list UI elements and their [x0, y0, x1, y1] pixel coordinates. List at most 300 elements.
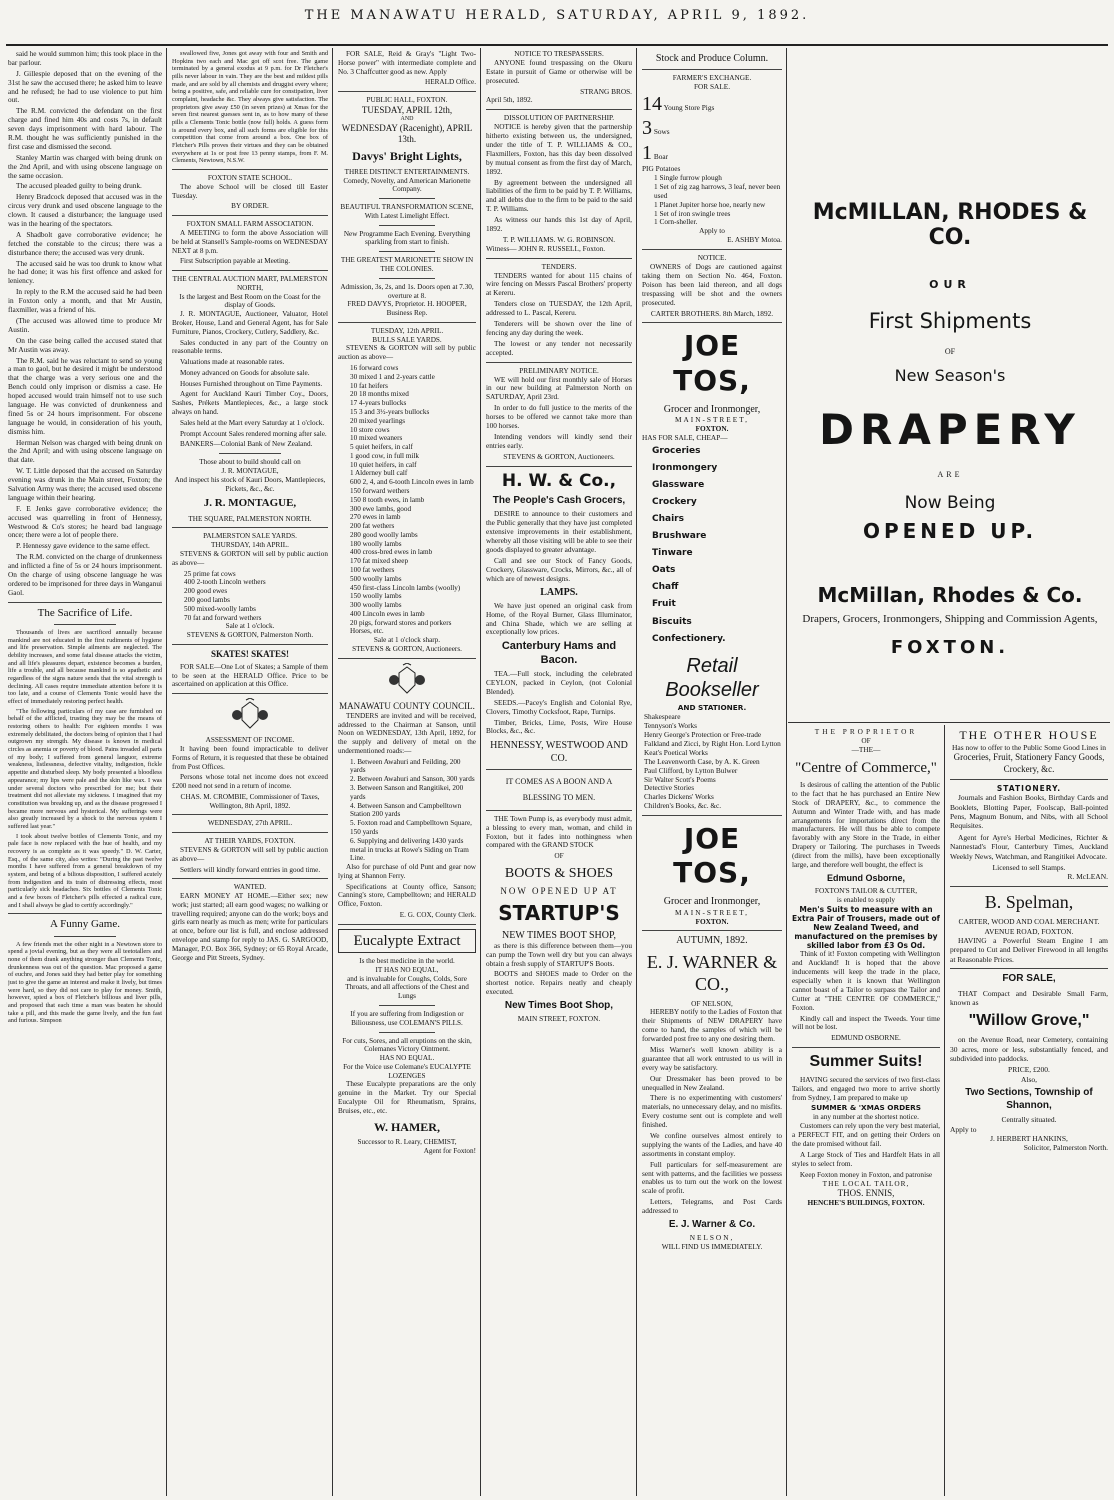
column-5 — [642, 50, 782, 1494]
sale-title: FOR SALE, — [1002, 973, 1056, 984]
tend-body: TENDERS wanted for about 115 chains of wire fencing on Messrs Pascal Brothers' property at Kereru. — [486, 270, 632, 298]
hankins: J. HERBERT HANKINS, — [990, 1133, 1068, 1143]
list-item: 1 Set of iron swingle trees — [654, 208, 731, 218]
davys-great: THE GREATEST MARIONETTE SHOW IN THE COLONIES. — [340, 256, 474, 273]
stock-item — [642, 116, 782, 140]
court-para: The R.M. convicted the defendant on the first charge and fined him 40s and costs 7s, in default seven days imprisonment with hard labour. The R.M. thought he was sufficiently punished in the first case and dismissed the second. — [8, 106, 162, 151]
ennis-addr: HENCHE'S BUILDINGS, FOXTON. — [807, 1198, 925, 1208]
new-times: NEW TIMES BOOT SHOP, — [502, 929, 616, 941]
column-divider — [166, 48, 167, 1496]
sale-sig: HERALD Office. — [425, 78, 476, 87]
list-item: 400 2-tooth Lincoln wethers — [184, 578, 266, 587]
mart-sub: Is the largest and Best Room on the Coast for the display of Goods. — [179, 292, 321, 310]
court-para: The accused pleaded guilty to being drunk. — [16, 181, 142, 191]
list-item: 1 Set of zig zag harrows, 3 leaf, never been used — [654, 181, 781, 200]
davys-sig: FRED DAVYS, Proprietor. H. HOOPER, Business Rep. — [347, 300, 467, 318]
warner-body: Full particulars for self-measurement are sent with patterns, and the facilities we possess enables us to turn out the work on the lowest scale of profit. — [642, 1159, 782, 1196]
timber: Timber, Bricks, Lime, Posts, Wire House Blocks, &c., &c. — [486, 717, 632, 736]
funny-title: A Funny Game. — [50, 918, 120, 931]
boon-body: THE Town Pump is, as everybody must admit, a blessing to every man, woman, and child in Foxton, but it fades into nothingness when compared with the GRAND STOCK — [486, 813, 632, 850]
list-item: 300 ewe lambs, good — [350, 504, 412, 513]
royal-crest-icon — [228, 698, 272, 732]
summer-notice: in any number at the shortest notice. — [813, 1112, 919, 1122]
mart-para: Sales held at the Mart every Saturday at 1 o'clock. — [180, 418, 325, 427]
euc-equal: IT HAS NO EQUAL, — [375, 965, 439, 974]
euc-body: and is invaluable for Coughs, Colds, Sore Throats, and all affections of the Chest and Lungs — [345, 974, 469, 1001]
implement-list — [642, 174, 782, 227]
suits: Men's Suits to measure with an Extra Pair of Trousers, made out of New Zealand Tweed, and manufactured on the premises by skilled labor from £3 Os Od. — [792, 904, 940, 951]
list-item: 25 prime fat cows — [184, 569, 236, 578]
autumn: AUTUMN, 1892. — [676, 935, 748, 947]
joe2-title: JOE TOS, — [673, 822, 751, 890]
prop-the: —THE— — [851, 744, 881, 754]
retail-title: Retail Bookseller — [665, 654, 759, 702]
list-item: 1 Corn-sheller. — [654, 217, 698, 227]
prop-title: THE PROPRIETOR — [814, 728, 918, 736]
hw-sub: The People's Cash Grocers, — [492, 495, 626, 507]
centre-title: "Centre of Commerce," — [795, 759, 937, 776]
school-by: BY ORDER. — [231, 202, 269, 211]
column-3 — [338, 50, 476, 1494]
column-1 — [8, 50, 162, 1494]
tres-body: ANYONE found trespassing on the Okuru Estate in pursuit of Game or otherwise will be prosecuted. — [486, 57, 632, 85]
mart-sig2: THE SQUARE, PALMERSTON NORTH. — [188, 514, 312, 523]
council-body: TENDERS are invited and will be received, addressed to the Chairman at Sanson, until Noon on WEDNESDAY, 13th April, 1892, for the supply and delivery of metal on the undermentioned roads:— — [338, 711, 476, 755]
willow-body: on the Avenue Road, near Cemetery, containing 30 acres, more or less, substantially fenced, and subdivided into paddocks. — [950, 1035, 1108, 1063]
column-divider — [944, 725, 945, 1496]
court-para: said he would summon him; this took place in the bar parlour. — [8, 50, 162, 67]
boon-of: OF — [554, 851, 564, 861]
court-para: Stanley Martin was charged with being drunk on the 2nd April, and with using obscene language on the same occasion. — [8, 152, 162, 180]
licensed: Licensed to sell Stamps. — [992, 862, 1066, 872]
list-item: 1 Planet Jupiter horse hoe, nearly new — [654, 199, 766, 209]
boon-title: IT COMES AS A BOON AND A BLESSING TO MEN. — [505, 776, 613, 802]
hw-title: H. W. & Co., — [501, 470, 617, 491]
central: Centrally situated. — [1001, 1115, 1057, 1125]
list-item: Tinware — [652, 548, 693, 559]
wanted-body: EARN MONEY AT HOME.—Either sex; new work; just started; all earn good wages; no walking or travelling required; anyone can do the work; boys and girls earn nearly as much as men; write for particulars at once, before our list is full, and enclose addressed envelope and stamp for reply to JAS. G. SARGOOD, Manager, P.O. Box 366, Sydney; or 65 Royal Arcade, George and Pitt Streets, Sydney. — [172, 892, 328, 962]
sacrifice-title: The Sacrifice of Life. — [37, 606, 133, 619]
divider — [172, 693, 328, 694]
farm-title: FOXTON SMALL FARM ASSOCIATION. — [186, 220, 314, 229]
stock-item — [642, 141, 782, 165]
court-para: J. Gillespie deposed that on the evening of the 31st he saw the accused there; he asked him to leave and he refused; he had to use violence to put him out. — [8, 68, 162, 105]
mart-para: Houses Furnished throughout on Time Payments. — [180, 379, 323, 388]
warner-find: WILL FIND US IMMEDIATELY. — [661, 1242, 763, 1252]
pn-time: Sale at 1 o'clock. — [225, 622, 275, 631]
list-item: Falkland and Zicci, by Right Hon. Lord Lytton — [644, 739, 781, 749]
yards-body: STEVENS & GORTON will sell by public auction as above— — [172, 845, 328, 863]
mart-para: Money advanced on Goods for absolute sale. — [180, 368, 310, 377]
court-para: Herman Nelson was charged with being drunk on the 2nd April; and with using obscene language on that date. — [8, 437, 162, 465]
euc-genuine: These Eucalypte preparations are the only genuine in the Market. Try our Special Eucalypte Oil for Rheumatism, Sprains, Bruises, etc., etc. — [338, 1080, 476, 1115]
hamer-name: W. HAMER, — [374, 1119, 440, 1134]
tres-date: April 5th, 1892. — [486, 95, 533, 105]
list-item: 150 woolly lambs — [350, 592, 402, 601]
pn-body: STEVENS & GORTON will sell by public auction as above— — [172, 550, 328, 567]
warner-body: Miss Warner's well known ability is a guarantee that all work entrusted to us will in every way be satisfactory. — [642, 1044, 782, 1072]
euc-sub: Is the best medicine in the world. — [359, 957, 455, 966]
wanted-title: WANTED. — [233, 883, 267, 892]
divider — [54, 624, 116, 625]
divider — [788, 722, 1110, 723]
list-item: 150 8 tooth ewes, in lamb — [350, 495, 425, 504]
spelman-name: B. Spelman, — [984, 891, 1074, 912]
column-7 — [950, 728, 1108, 1494]
notice-title: NOTICE. — [697, 253, 727, 263]
apply: Apply to — [950, 1124, 977, 1134]
spelman-addr: AVENUE ROAD, FOXTON. — [984, 926, 1074, 936]
warner-town: NELSON, — [689, 1233, 735, 1243]
list-item: Ironmongery — [652, 462, 718, 473]
list-item: Confectionery. — [652, 633, 726, 644]
list-item: 300 woolly lambs — [350, 601, 402, 610]
summer-body: HAVING secured the services of two first-class Tailors, and engaged two more to arrive shortly from Sydney, I am prepared to make up — [792, 1074, 940, 1102]
prelim-body: In order to do full justice to the merits of the horses to be offered we cannot take more than 100 horses. — [486, 403, 632, 430]
list-item: 20 18 months mixed — [350, 390, 409, 399]
court-para: The R.M. convicted on the charge of drunkenness and inflicted a fine of 5s or 24 hours imprisonment. On the charge of using obscene language he was ordered to be imprisoned for three days in Wanganui Gaol. — [8, 552, 162, 597]
keep: Keep Foxton money in Foxton, and patronise — [799, 1169, 933, 1179]
local-tailor: THE LOCAL TAILOR, — [822, 1178, 910, 1188]
farm-exchange: FARMER'S EXCHANGE. — [672, 73, 752, 83]
stock-label: Boar — [653, 151, 669, 161]
spelman-body: HAVING a Powerful Steam Engine I am prepared to Cut and Deliver Firewood in all lengths at Reasonable Prices. — [950, 935, 1108, 964]
stationery-title: STATIONERY. — [996, 783, 1062, 793]
divider — [338, 658, 476, 659]
funny-para: A few friends met the other night in a Newtown store to spend a jovial evening, but as they were all teetotallers and none of them drank anything stronger than Clements Tonic, drunkenness was out of the question. Mac proposed a game of euchre, and Jones said they had better play for something just to give the game an interest and make it lively, but times were hard, so they did not care to play for money. Smith, however, spied a box of Fletcher's billious and liver pills, and proposed that each time a man was beaten he should take a pill, and this made the game lively, and the fun fast and furious. Simpson — [8, 940, 162, 1025]
boots-title: BOOTS & SHOES — [504, 866, 614, 882]
stock-label: Sows — [653, 127, 670, 137]
euc-bil: If you are suffering from Indigestion or Biliousness, use COLEMAN'S PILLS. — [350, 1009, 464, 1027]
startup-body: as there is this difference between them—you can pump the Town well dry but you can always obtain a fresh supply of STARTUP'S Boots. — [486, 940, 632, 968]
mart-stock: And inspect his stock of Kauri Doors, Mantlepieces, Pickets, &c., &c. — [174, 475, 326, 493]
divider — [172, 270, 328, 271]
divider — [172, 169, 328, 170]
list-item: Glassware — [652, 479, 705, 490]
divider — [338, 322, 476, 323]
stat-body: Journals and Fashion Books, Birthday Cards and Booklets, Blotting Paper, Foolscap, Ball-pointed Pens, Magnum Bonum, and Nibs, with all School Requisites. — [950, 793, 1108, 831]
divider — [379, 198, 434, 199]
has-sale: HAS FOR SALE, CHEAP— — [642, 432, 728, 442]
divider — [486, 362, 632, 363]
divider — [172, 832, 328, 833]
divider — [379, 1032, 434, 1033]
court-para: On the case being called the accused stated that Mr Austin was away. — [8, 335, 162, 354]
mart-sig: J. R. MONTAGUE, — [203, 497, 297, 510]
list-item: 10 fat heifers — [350, 381, 388, 390]
mc-opened: OPENED UP. — [862, 519, 1038, 543]
council-also: Also for purchase of old Punt and gear now lying at Shannon Ferry. — [338, 863, 476, 880]
euc-noeq: HAS NO EQUAL. — [379, 1054, 435, 1063]
divider — [172, 878, 328, 879]
notice-sig: CARTER BROTHERS. 8th March, 1892. — [650, 308, 774, 318]
also: Also, — [1020, 1074, 1038, 1084]
list-item: Charles Dickens' Works — [644, 792, 714, 802]
column-divider — [332, 48, 333, 1496]
stock-label: Young Store Pigs — [663, 102, 715, 112]
prop-of: OF — [861, 735, 871, 745]
list-item: Chairs — [652, 513, 684, 524]
summer-body: Customers can rely upon the very best material, a PERFECT FIT, and on getting their Orders on the date promised without fail. — [792, 1121, 940, 1148]
tend-title: TENDERS. — [541, 261, 577, 271]
mc-town: FOXTON. — [890, 637, 1010, 658]
hall-date1: TUESDAY, APRIL 12th, — [361, 104, 453, 115]
hall-and: AND — [400, 115, 414, 122]
list-item: 1 good cow, in full milk — [350, 451, 420, 460]
court-para: W. T. Little deposed that the accused on Saturday evening was drunk in the Main street, Foxton; the Salvation Army was there; the accused used obscene language within their hearing. — [8, 466, 162, 502]
diss-body: As witness our hands this 1st day of April, 1892. — [486, 215, 632, 234]
list-item: Sir Walter Scott's Poems — [644, 774, 716, 784]
book-list — [642, 713, 782, 811]
kindly: Kindly call and inspect the Tweeds. Your time will not be lost. — [792, 1013, 940, 1032]
warner-of: OF NELSON, — [691, 998, 733, 1008]
masthead-rule — [6, 44, 1108, 46]
income-body: It having been found impracticable to deliver Forms of Return, it is requested that these be obtained from Post Offices. — [172, 744, 328, 771]
list-item: Shakespeare — [644, 712, 681, 722]
hw-body: Call and see our Stock of Fancy Goods, Crockery, Glassware, Crocks, Mirrors, &c., all of which are of newest designs. — [486, 555, 632, 583]
list-item: 280 good woolly lambs — [350, 530, 418, 539]
mart-para: Valuations made at reasonable rates. — [180, 358, 285, 367]
mart-para: J. R. MONTAGUE, Auctioneer, Valuator, Hotel Broker, House, Land and General Agent, has for Sale Furniture, Pianos, Crockery, Cutlery, Saddlery, &c. — [172, 310, 328, 336]
hw-name: HENNESSY, WESTWOOD AND CO. — [490, 740, 628, 764]
mc-sub: Drapers, Grocers, Ironmongers, Shipping and Commission Agents, — [802, 613, 1098, 625]
davys-sub: THREE DISTINCT ENTERTAINMENTS. — [344, 167, 470, 176]
divider — [172, 527, 328, 528]
list-item: 6. Supplying and delivering 1430 yards metal in trucks at Rowe's Siding on Tram Line. — [350, 836, 469, 863]
divider — [338, 924, 476, 925]
court-para: In reply to the R.M the accused said he had been in Foxton only a month, and that Mr Austin, flaxmiller, was a friend of his. — [8, 287, 162, 315]
column-4 — [486, 50, 632, 1494]
list-item: 1 Single furrow plough — [654, 173, 722, 183]
list-item: Oats — [652, 565, 676, 576]
tend-body: The lowest or any tender not necessarily accepted. — [486, 338, 632, 357]
hamer-agent: Agent for Foxton! — [423, 1146, 476, 1155]
list-item: 4. Between Sanson and Campbelltown Station 200 yards — [350, 801, 462, 819]
council-list — [338, 758, 476, 863]
other-body: Has now to offer to the Public Some Good Lines in — [951, 743, 1106, 752]
mc-of: OF — [944, 347, 956, 356]
income-body: Persons whose total net income does not exceed £200 need not send in a return of income. — [172, 773, 328, 791]
warner-body: Letters, Telegrams, and Post Cards addressed to — [642, 1197, 782, 1216]
now-open: NOW OPENED UP AT — [500, 886, 618, 897]
spelman-sub: CARTER, WOOD AND COAL MERCHANT. — [958, 917, 1100, 927]
list-item: Henry George's Protection or Free-trade — [644, 730, 762, 740]
list-item: Children's Books, &c. &c. — [644, 801, 722, 811]
list-item: Groceries — [652, 445, 701, 456]
davys-title: Davys' Bright Lights, — [352, 149, 462, 164]
mart-para: Sales conducted in any part of the Country on reasonable terms. — [172, 338, 328, 356]
income-sig: CHAS. M. CROMBIE, Commissioner of Taxes, Wellington, 8th April, 1892. — [180, 792, 320, 810]
sale-body: FOR SALE, Reid & Gray's "Light Two-Horse power" with intermediate complete and No. 3 Chaffcutter good as new. Apply — [338, 50, 476, 76]
pig-potatoes: PIG Potatoes — [642, 164, 681, 174]
divider — [338, 91, 476, 92]
list-item: Chaff — [652, 582, 679, 593]
skates-title: SKATES! SKATES! — [211, 648, 289, 659]
yards-title: AT THEIR YARDS, FOXTON. — [204, 837, 296, 846]
wed-title: WEDNESDAY, 27th APRIL. — [207, 819, 293, 828]
mart-para: Agent for Auckland Kauri Timber Coy., Doors, Sashes, Prékets Mantlepieces, &c., a large stock always on hand. — [172, 390, 328, 417]
list-item: Biscuits — [652, 616, 692, 627]
prelim-body: WE will hold our first monthly sale of Horses in our new building at Palmerston North on SATURDAY, April 23rd. — [486, 374, 632, 402]
divider — [950, 886, 1108, 887]
ashby-sig: E. ASHBY Motoa. — [727, 235, 782, 245]
hamer-sub: Successor to R. Leary, CHEMIST, — [357, 1138, 457, 1147]
mart-wish: Those about to build should call on — [199, 458, 301, 467]
warner-body: Our Dressmaker has been proved to be unequalled in New Zealand. — [642, 1073, 782, 1092]
tend-body: Tenders close on TUESDAY, the 12th April, addressed to L. Pascal, Kereru. — [486, 299, 632, 318]
divider — [486, 109, 632, 110]
list-item: 180 woolly lambs — [350, 539, 402, 548]
pn-date: THURSDAY, 14th APRIL. — [211, 541, 289, 550]
court-para: Henry Bradcock deposed that accused was in the circus very drunk and used obscene language to the clown. It caused a disturbance; the language used was in the hearing of the spectators. — [8, 192, 162, 229]
divider — [950, 968, 1108, 969]
income-title: ASSESSMENT OF INCOME. — [205, 736, 295, 745]
stock-title: Stock and Produce Column. — [655, 53, 769, 64]
euc-title: Eucalypte Extract — [338, 929, 476, 953]
divider — [486, 810, 632, 811]
council-spec: Specifications at County office, Sanson; Canning's store, Campbelltown; and HERALD Office, Foxton. — [338, 882, 476, 909]
divider — [172, 215, 328, 216]
royal-crest-icon — [385, 663, 429, 697]
divider — [642, 69, 782, 70]
divider — [792, 1047, 940, 1048]
sacrifice-para: Thousands of lives are sacrificed annually because mankind are not educated in the first rudiments of hygiene and life preservation. Simple ailments are neglected. The debility increases, and some fatal disease attacks the victim, and all life's pleasures depart, existence becomes a burden, life a trouble, and all because mankind is so apathetic and regardless of the signs nature sends that the vital strength is declining. All cases require immediate attention before it is too late, and a course of Clements Tonic would have the effect of immediately restoring perfect health. — [8, 629, 162, 706]
divider — [8, 913, 162, 914]
list-item: 600 2, 4, and 6-tooth Lincoln ewes in lamb — [350, 478, 474, 487]
centre-body: Is desirous of calling the attention of the Public to the fact that he has purchased an Entire New Stock of DRAPERY, &c., to commence the Autumn and Winter Trade with, and has made arrangements for importations direct from the manufacturers. He will thus be able to compete favorably with any Store in the Trade, in either Drapery or Tailoring. The purchases in Tweeds (direct from the mills), have been exceptionally large, and therefore well bought, the effect is — [792, 779, 940, 869]
list-item: 5. Foxton road and Campbelltown Square, 150 yards — [350, 819, 472, 836]
mclean-sig: R. McLEAN. — [1067, 872, 1108, 882]
list-item: 400 Lincoln ewes in lamb — [350, 609, 425, 618]
apply: Apply to — [699, 226, 725, 236]
pn-list — [172, 570, 328, 623]
court-para: F. E Jenks gave corroborative evidence; the accused was quarrelling in front of Hennessy, Westwood & Co's stores; he heard bad language once; there were a lot of people there. — [8, 503, 162, 540]
willow-title: "Willow Grove," — [968, 1012, 1090, 1030]
other-goods: Groceries, Fruit, Stationery Fancy Goods, Crockery, &c. — [953, 752, 1105, 774]
divider — [642, 815, 782, 816]
list-item: 15 3 and 3½-years bullocks — [350, 407, 430, 416]
other-title: THE OTHER HOUSE — [959, 728, 1099, 742]
list-item: 16 forward cows — [350, 364, 399, 373]
masthead — [0, 0, 1114, 44]
divider — [379, 251, 434, 252]
list-item: The Leavenworth Case, by A. K. Green — [644, 756, 760, 766]
list-item: 150 forward wethers — [350, 486, 410, 495]
column-divider — [480, 48, 481, 1496]
price: PRICE, £200. — [1008, 1065, 1050, 1075]
school-title: FOXTON STATE SCHOOL. — [207, 174, 293, 183]
divider — [379, 225, 434, 226]
list-item: 100 fat wethers — [350, 566, 395, 574]
divider — [172, 644, 328, 645]
court-para: P. Hennessy gave evidence to the same effect. — [16, 541, 150, 551]
mc-are: ARE — [937, 470, 963, 479]
prelim-title: PRELIMINARY NOTICE. — [519, 365, 599, 375]
list-item: 1 Alderney bull calf — [350, 469, 408, 478]
court-para: A Shadbolt gave corroborative evidence; he fetched the constable to the circus; there was a disturbance there; the accused was very drunk. — [8, 229, 162, 257]
warner-body: HEREBY notify to the Ladies of Foxton that their Shipments of NEW DRAPERY have come to hand, the samples of which will be forwarded post free to any one desiring them. — [642, 1007, 782, 1044]
school-body: The above School will be closed till Easter Tuesday. — [172, 182, 328, 200]
list-item: 30 mixed 1 and 2-years cattle — [350, 372, 435, 381]
list-item: 3. Between Sanson and Rangitikei, 200 yards — [350, 784, 464, 801]
lamps-title: LAMPS. — [540, 586, 578, 598]
list-item: 10 store cows — [350, 425, 390, 434]
divider — [379, 278, 434, 279]
stationer: AND STATIONER. — [677, 703, 747, 713]
davys-body: Comedy, Novelty, and American Marionette Company. — [343, 176, 471, 194]
euc-voice: For the Voice use Colemane's EUCALYPTE LOZENGES — [343, 1062, 471, 1080]
mc-first: First Shipments — [868, 309, 1032, 333]
joe-sub: Grocer and Ironmonger, — [663, 403, 761, 415]
court-para: (The accused was allowed time to produce Mr Austin. — [8, 315, 162, 334]
pn-sig: STEVENS & GORTON, Palmerston North. — [186, 631, 314, 640]
divider — [8, 602, 162, 603]
court-para: The accused said he was too drunk to know what he had done; it was his first offence and asked for leniency. — [8, 258, 162, 286]
two-sections: Two Sections, Township of Shannon, — [965, 1087, 1093, 1111]
bulls-time: Sale at 1 o'clock sharp. — [373, 636, 441, 645]
osborne-sub: FOXTON'S TAILOR & CUTTER, — [814, 885, 918, 895]
seeds: SEEDS.—Pacey's English and Colonial Rye, Clovers, Timothy Cocksfoot, Rape, Turnips. — [486, 697, 632, 716]
list-item: 2. Between Awahuri and Sanson, 300 yards — [350, 775, 475, 784]
list-item: Brushware — [652, 531, 707, 542]
sale-body: THAT Compact and Desirable Small Farm, known as — [950, 988, 1108, 1007]
ennis: THOS. ENNIS, — [837, 1188, 895, 1199]
court-para: The R.M. said he was reluctant to send so young a man to gaol, but he desired it might be understood that the charge was a very serious one and the Bench could only imprison or dismiss a case. He hoped accused would train himself not to use such language. He was convicted of drunkenness and fined 5s or 24 hours imprisonment. For obscene language he would, in consideration of his youth, dismiss him. — [8, 355, 162, 436]
bulls-sig: STEVENS & GORTON, Auctioneers. — [352, 645, 462, 654]
hw-body: DESIRE to announce to their customers and the Public generally that they have just completed extensive improvements in their establishment, whereby all those visiting will be able to see their goods displayed to greater advantage. — [486, 509, 632, 554]
council-title: MANAWATU COUNTY COUNCIL. — [339, 700, 475, 711]
column-6 — [792, 728, 940, 1494]
hall-title: PUBLIC HALL, FOXTON. — [366, 96, 448, 105]
list-item: 10 quiet heifers, in calf — [350, 460, 417, 469]
list-item: 5 quiet heifers, in calf — [350, 443, 413, 452]
mc-drapery: DRAPERY — [819, 405, 1081, 454]
list-item: 1. Between Awahuri and Feilding, 200 yards — [350, 757, 461, 775]
divider — [486, 466, 632, 467]
list-item: Paul Clifford, by Lytton Bulwer — [644, 765, 738, 775]
divider — [642, 322, 782, 323]
list-item: 200 good ewes — [184, 587, 228, 596]
diss-body: By agreement between the undersigned all liabilities of the firm to be paid by T. P. Williams, and all debts due to the firm to be paid to the said T. P. Williams. — [486, 177, 632, 214]
warner-title: E. J. WARNER & CO., — [646, 951, 778, 994]
joe-title: JOE TOS, — [673, 329, 751, 397]
sacrifice-para: I took about twelve bottles of Clements Tonic, and my pale face is now replaced with the hue of health, and my recovery is as complete as it was speedy." D. W. Carter, Esq., of the same city, also writes: "During the past twelve months I have suffered from a general breakdown of my system, and being of a bilious disposition, I suffered acutely from indigestion and its train of distressing effects, most particularly sick headaches. Six bottles of Clements Tonic and a few boxes of Fletcher's pills effected a radical cure, and I shall always be glad to certify accordingly." — [8, 832, 162, 909]
solicitor: Solicitor, Palmerston North. — [1023, 1143, 1108, 1153]
ham-title: Canterbury Hams and Bacon. — [501, 640, 617, 666]
bulls-title: BULLS SALE YARDS. — [372, 335, 442, 344]
list-item: Keat's Poetical Works — [644, 747, 708, 757]
divider — [379, 1005, 434, 1006]
bulls-date: TUESDAY, 12th APRIL. — [370, 326, 444, 335]
farm-body: A MEETING to form the above Association will be held at Stansell's Sample-rooms on WEDNESDAY NEXT at 8 p.m. — [172, 228, 328, 255]
divider — [219, 453, 281, 454]
agent: Agent for Ayre's Herbal Medicines, Richter & Nannestad's Flour, Canterbury Times, Auckland Weekly News, Watchman, and Rangitikei Advocate. — [950, 832, 1108, 861]
shop-street: MAIN STREET, FOXTON. — [517, 1014, 601, 1024]
list-item: 17 4-years bullocks — [350, 399, 407, 408]
stock-num: 3 — [642, 117, 652, 140]
list-item: 200 good lambs — [184, 595, 230, 604]
list-item: 170 fat mixed sheep — [350, 557, 409, 566]
list-item: 20 pigs, forward stores and porkers — [350, 618, 452, 627]
mc-title: McMILLAN, RHODES & CO. — [812, 200, 1088, 250]
goods-list — [642, 443, 782, 648]
divider — [486, 769, 632, 770]
mc-now: Now Being — [904, 493, 996, 513]
skates-body: FOR SALE—One Lot of Skates; a Sample of them to be seen at the HERALD Office. Price to be ascertained on application at this Office. — [172, 662, 328, 689]
summer-body: A Large Stock of Ties and Hardfelt Hats in all styles to select from. — [792, 1149, 940, 1168]
osborne-name: Edmund Osborne, — [826, 872, 905, 883]
osborne-sig: EDMUND OSBORNE. — [831, 1033, 901, 1043]
